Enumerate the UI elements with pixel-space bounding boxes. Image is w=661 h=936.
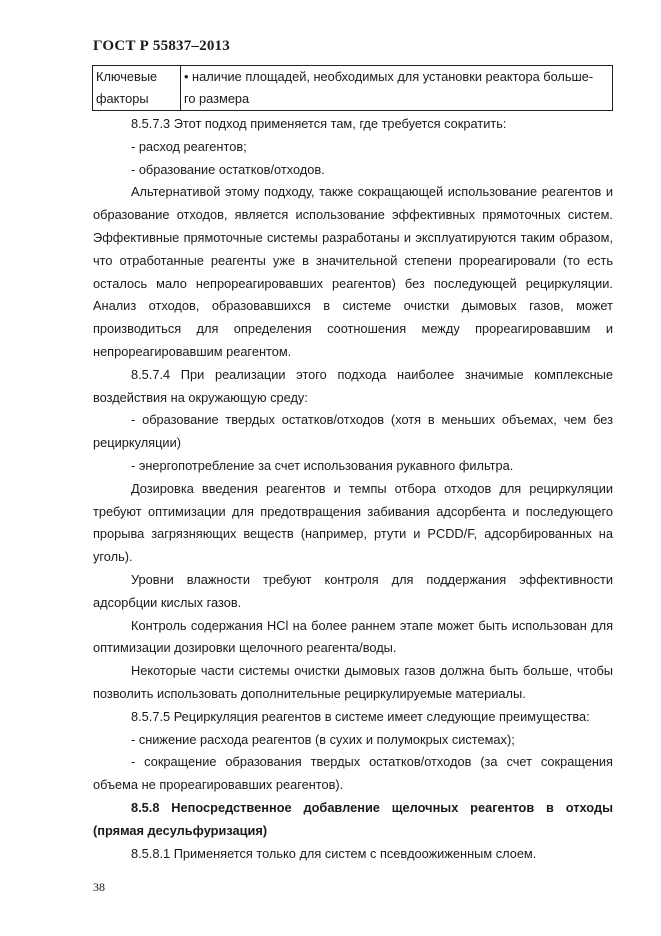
list-item: - сокращение образования твердых остатков/отходов (за счет сокращения объема не прореагировавших реагентов).	[93, 754, 613, 793]
table-value-cell	[181, 66, 613, 111]
paragraph: Уровни влажности требуют контроля для поддержания эффективности адсорбции кислых газов.	[93, 571, 613, 610]
paragraph: Дозировка введения реагентов и темпы отбора отходов для рециркуляции требуют оптимизации для предотвращения забивания адсорбента и последующего прорыва загрязняющих веществ (например, ртути и PCDD/F, адсорбированных на уголь).	[93, 480, 613, 565]
list-item: - энергопотребление за счет использования рукавного фильтра.	[131, 457, 514, 473]
table-value-line: • наличие площадей, необходимых для установки реактора больше-	[184, 69, 594, 84]
paragraph: 8.5.7.5 Рециркуляция реагентов в системе имеет следующие преимущества:	[131, 708, 590, 724]
list-item: - расход реагентов;	[131, 138, 247, 154]
paragraph: 8.5.7.3 Этот подход применяется там, где требуется сократить:	[131, 116, 507, 131]
paragraph: 8.5.8.1 Применяется только для систем с псевдоожиженным слоем.	[131, 845, 537, 861]
paragraph: Контроль содержания HCl на более раннем этапе может быть использован для оптимизации дозировки щелочного реагента/воды.	[93, 617, 613, 656]
table-row	[93, 66, 613, 111]
document-header: ГОСТ Р 55837–2013	[93, 38, 230, 54]
key-factors-table	[92, 65, 613, 111]
list-item: - снижение расхода реагентов (в сухих и полумокрых системах);	[131, 731, 515, 747]
paragraph: Некоторые части системы очистки дымовых газов должна быть больше, чтобы позволить использовать дополнительные рециркулируемые материалы.	[93, 663, 613, 701]
table-value-line: го размера	[184, 91, 250, 106]
list-item: - образование твердых остатков/отходов (хотя в меньших объемах, чем без рециркуляции)	[93, 412, 613, 451]
table-label-line: Ключевые	[96, 69, 158, 84]
paragraph: 8.5.7.4 При реализации этого подхода наиболее значимые комплексные воздействия на окружающую среду:	[93, 366, 613, 405]
table-label-cell	[93, 66, 181, 111]
section-heading: 8.5.8 Непосредственное добавление щелочных реагентов в отходы (прямая десульфуризация)	[93, 799, 613, 838]
list-item: - образование остатков/отходов.	[131, 161, 325, 177]
paragraph: Альтернативой этому подходу, также сокращающей использование реагентов и образование отходов, является использование эффективных прямоточных систем. Эффективные прямоточные системы разработаны и эксплуатируются таким образом, что отработанные реагенты уже в значительной степени прореагировали (то есть осталось мало непрореагировавших реагентов) без последующей рециркуляции. Анализ отходов, образовавшихся в системе очистки дымовых газов, может производиться для определения соотношения между прореагировавшим и непрореагировавшим реагентом.	[93, 184, 613, 359]
table-label-line: факторы	[96, 91, 149, 106]
page-number: 38	[93, 880, 105, 894]
document-body	[93, 113, 613, 865]
